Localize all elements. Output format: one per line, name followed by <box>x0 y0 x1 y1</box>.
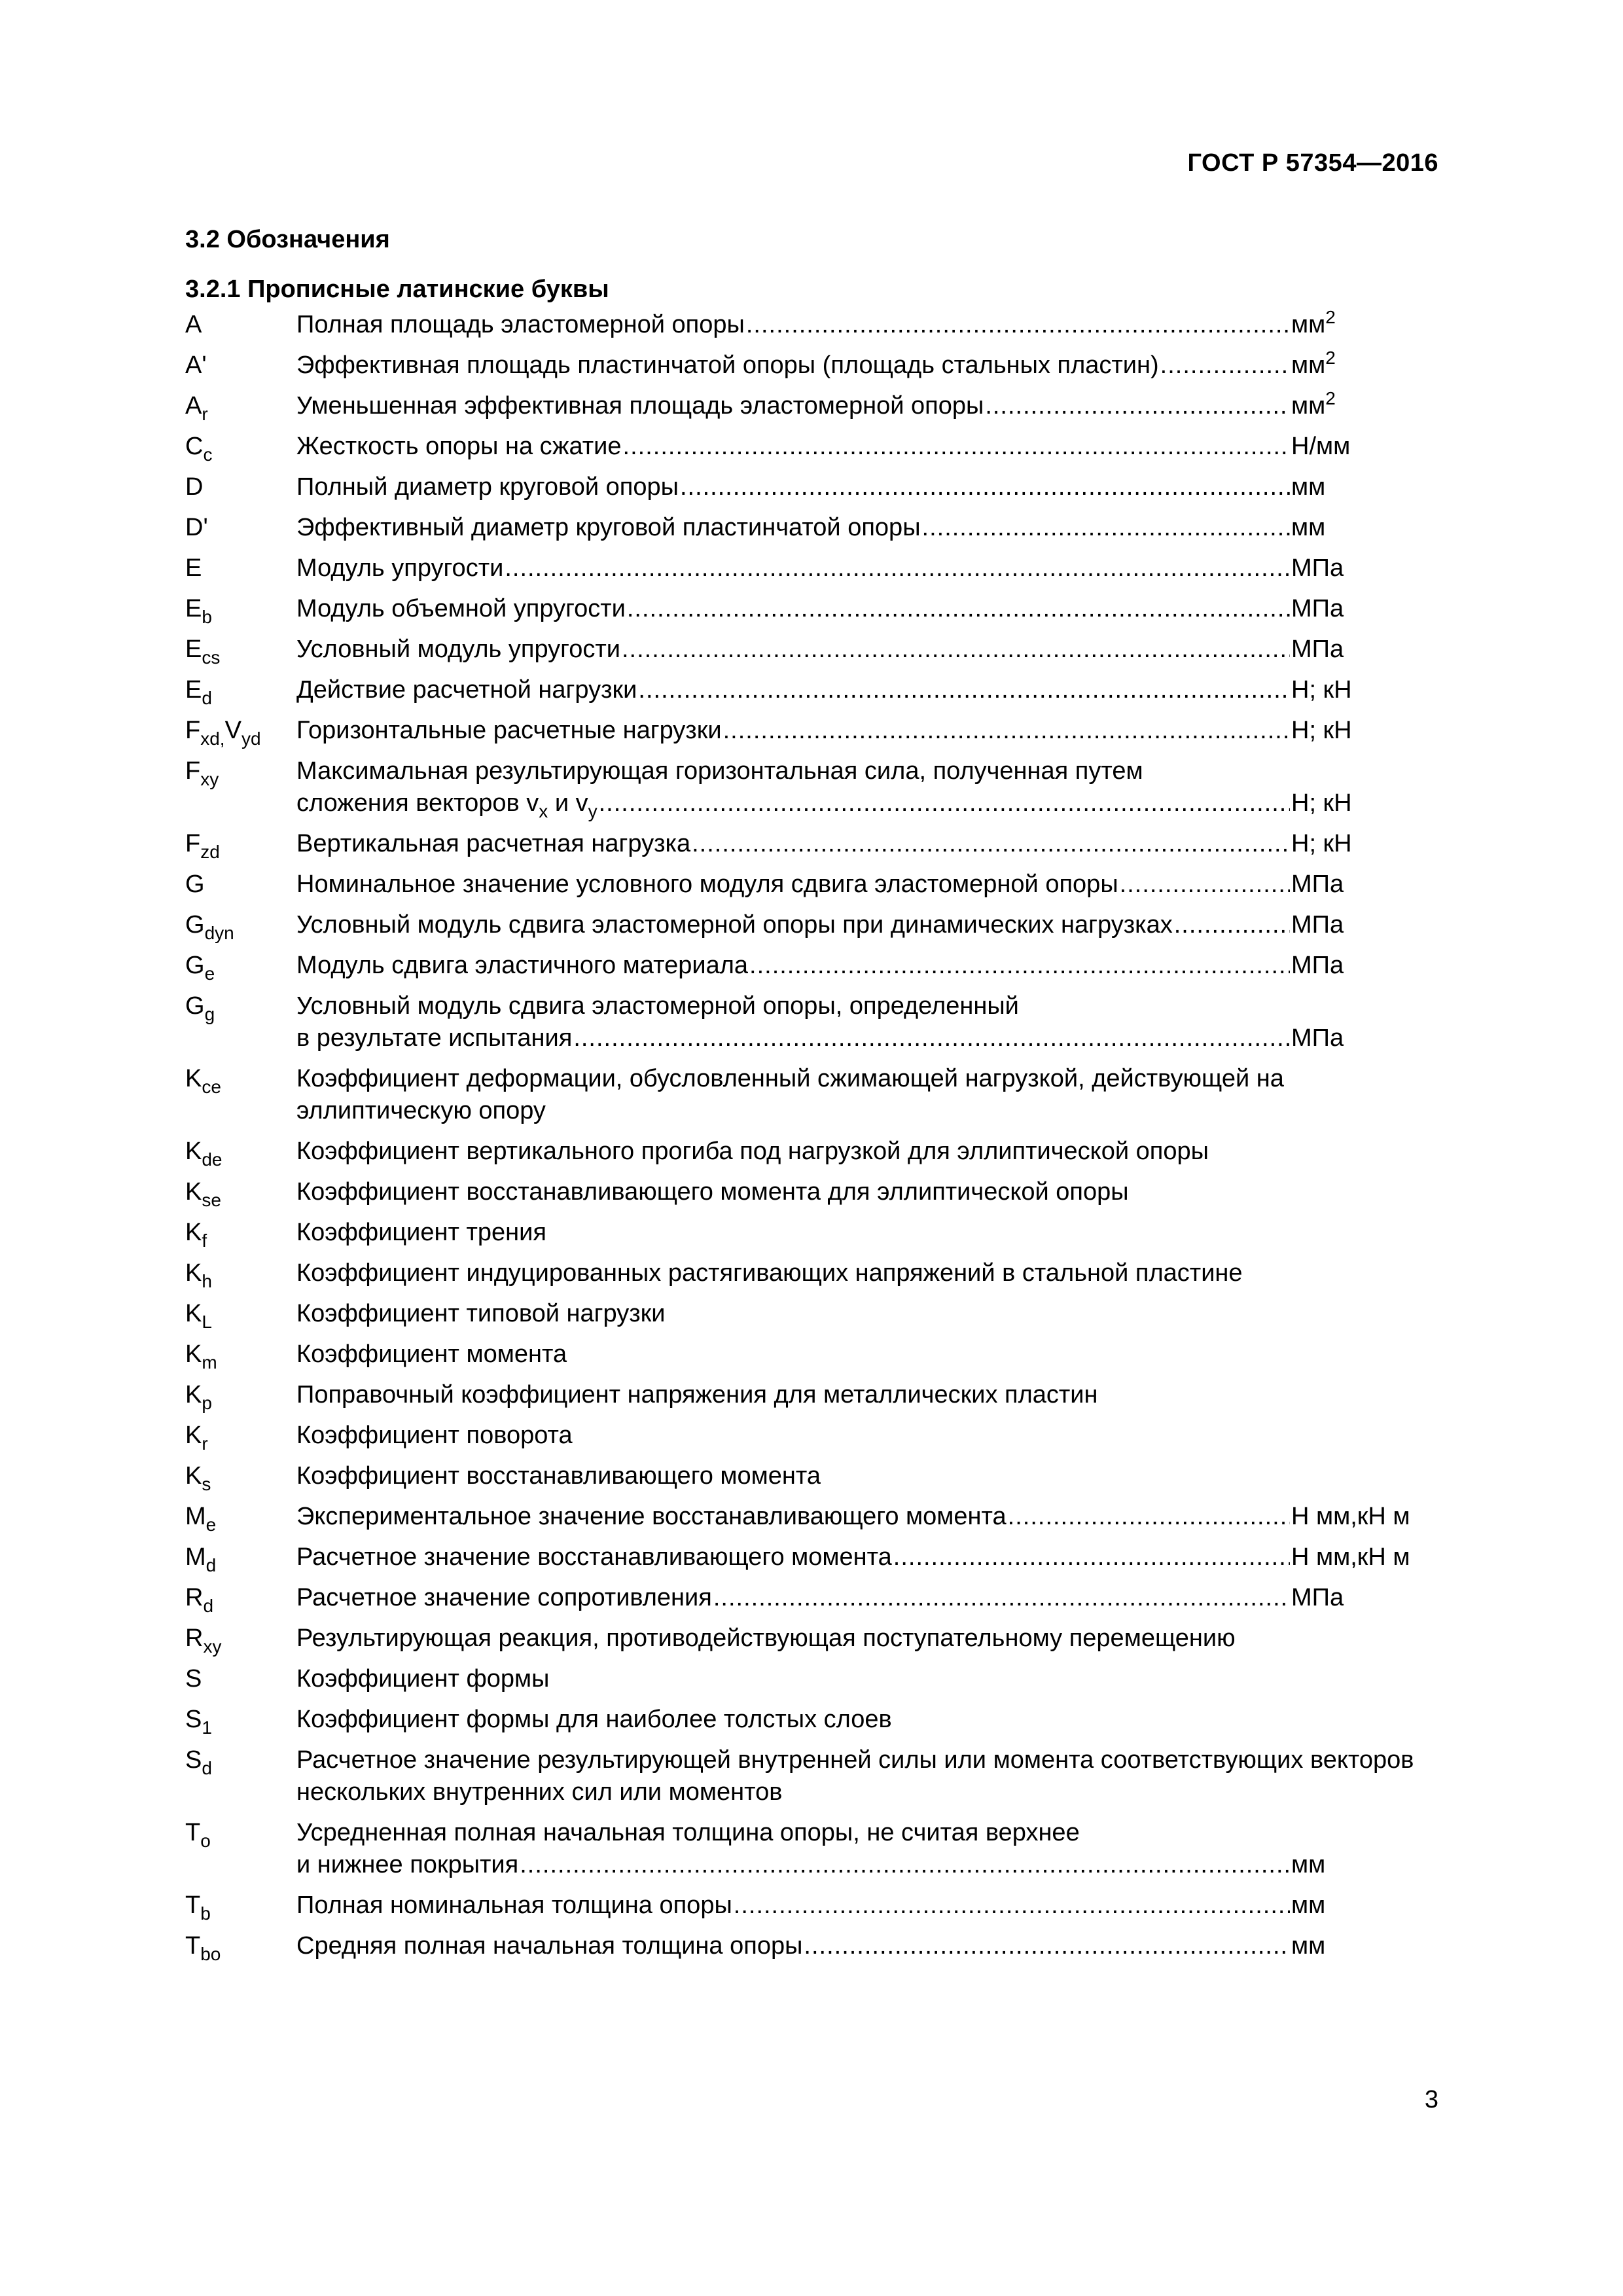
unit: $мм^2$ <box>1291 388 1336 420</box>
dot-leader <box>746 309 1290 341</box>
list-item <box>185 990 1438 1054</box>
description-text: и нижнее покрытия <box>296 1851 519 1878</box>
symbol-subscript: ce <box>202 1077 221 1097</box>
dot-leader <box>622 634 1290 666</box>
description <box>296 390 1438 422</box>
description-text: Полный диаметр круговой опоры <box>296 473 679 501</box>
list-item <box>185 512 1438 544</box>
unit: МПа <box>1291 911 1344 939</box>
description-text: Модуль сдвига эластичного материала <box>296 952 749 979</box>
dot-leader <box>623 431 1290 463</box>
unit: Н мм,кН м <box>1291 1543 1410 1571</box>
description-text: Модуль упругости <box>296 554 504 582</box>
list-item <box>185 1890 1438 1922</box>
symbol: $G_g$ <box>185 992 215 1024</box>
list-item <box>185 634 1438 666</box>
unit: МПа <box>1291 1024 1344 1052</box>
description <box>296 512 1438 544</box>
symbol: $K_r$ <box>185 1422 208 1454</box>
leader-line <box>296 950 1438 982</box>
symbol-subscript: dyn <box>204 923 234 943</box>
description-text: Условный модуль упругости <box>296 636 620 663</box>
leader-line <box>296 1541 1438 1573</box>
leader-line <box>296 552 1438 584</box>
list-item <box>185 1744 1438 1808</box>
list-item <box>185 1257 1438 1289</box>
leader-line <box>296 634 1438 666</box>
symbol: $G_e$ <box>185 952 215 984</box>
description <box>296 715 1438 747</box>
symbol-subscript: h <box>202 1271 212 1291</box>
description-text: Расчетное значение восстанавливающего момента <box>296 1543 892 1571</box>
list-item <box>185 1379 1438 1411</box>
list-item <box>185 552 1438 584</box>
unit: мм <box>1291 473 1326 501</box>
description-text: Поправочный коэффициент напряжения для металлических пластин <box>296 1381 1098 1408</box>
unit: $мм^2$ <box>1291 307 1336 338</box>
dot-leader <box>893 1541 1290 1573</box>
description-text: Горизонтальные расчетные нагрузки <box>296 717 722 744</box>
dot-leader <box>734 1890 1290 1922</box>
section-heading: 3.2 Обозначения <box>185 226 390 253</box>
list-item <box>185 828 1438 860</box>
list-item <box>185 1338 1438 1371</box>
description-text: Коэффициент типовой нагрузки <box>296 1300 666 1327</box>
description-first-line: Условный модуль сдвига эластомерной опоры, определенный <box>296 992 1019 1020</box>
description <box>296 1298 1438 1330</box>
symbol: $F_{xy}$ <box>185 757 219 789</box>
list-item <box>185 350 1438 382</box>
dot-leader <box>599 787 1290 819</box>
symbol: $T_{bo}$ <box>185 1932 221 1964</box>
list-item <box>185 674 1438 706</box>
description <box>296 1257 1438 1289</box>
symbol-subscript: r <box>202 404 208 424</box>
unit: мм <box>1291 1892 1326 1919</box>
symbol-subscript: g <box>204 1004 215 1024</box>
symbol-subscript: se <box>202 1190 221 1210</box>
symbol: $K_{se}$ <box>185 1178 221 1210</box>
description <box>296 1744 1438 1808</box>
leader-line <box>296 1501 1438 1533</box>
symbol-subscript: d <box>202 688 212 708</box>
description-text: Средняя полная начальная толщина опоры <box>296 1932 803 1960</box>
list-item <box>185 390 1438 422</box>
symbol: $G_{dyn}$ <box>185 911 234 943</box>
description <box>296 1541 1438 1573</box>
symbol-list <box>185 309 1438 1971</box>
description-text: Коэффициент формы для наиболее толстых слоев <box>296 1706 892 1733</box>
list-item <box>185 1217 1438 1249</box>
unit: Н/мм <box>1291 433 1351 460</box>
leader-line <box>296 431 1438 463</box>
leader-line <box>296 471 1438 503</box>
dot-leader <box>1008 1501 1290 1533</box>
unit: МПа <box>1291 554 1344 582</box>
description-text: Коэффициент формы <box>296 1665 550 1693</box>
unit: $мм^2$ <box>1291 348 1336 379</box>
symbol: $M_d$ <box>185 1543 217 1575</box>
symbol-subscript: de <box>202 1149 223 1170</box>
leader-line <box>296 390 1438 422</box>
symbol: $A_r$ <box>185 392 208 424</box>
dot-leader <box>713 1582 1290 1614</box>
unit: МПа <box>1291 1584 1344 1611</box>
symbol: D <box>185 473 204 501</box>
description <box>296 1704 1438 1736</box>
symbol: E <box>185 554 202 582</box>
symbol: $S_1$ <box>185 1706 212 1738</box>
symbol-subscript: d <box>203 1596 214 1616</box>
description-text: Действие расчетной нагрузки <box>296 676 637 704</box>
leader-line <box>296 1022 1438 1054</box>
symbol: $K_L$ <box>185 1300 212 1332</box>
description <box>296 350 1438 382</box>
unit: МПа <box>1291 952 1344 979</box>
leader-line <box>296 1582 1438 1614</box>
list-item <box>185 1541 1438 1573</box>
description <box>296 1582 1438 1614</box>
list-item <box>185 950 1438 982</box>
dot-leader <box>627 593 1290 625</box>
description-text: Коэффициент восстанавливающего момента для эллиптической опоры <box>296 1178 1129 1206</box>
symbol: $E_b$ <box>185 595 212 627</box>
description-text: Вертикальная расчетная нагрузка <box>296 830 691 857</box>
symbol-subscript: xd, <box>200 728 225 749</box>
description <box>296 950 1438 982</box>
unit: Н; кН <box>1291 789 1352 817</box>
list-item <box>185 309 1438 341</box>
list-item <box>185 1663 1438 1695</box>
symbol: $F_{zd}$ <box>185 830 220 862</box>
leader-line <box>296 1930 1438 1962</box>
description-text: Полная номинальная толщина опоры <box>296 1892 732 1919</box>
text-subscript: x <box>539 801 548 821</box>
unit-superscript: 2 <box>1325 348 1336 368</box>
list-item <box>185 1623 1438 1655</box>
description-text: Расчетное значение результирующей внутренней силы или момента соответствующих векторов нескольких внутренних сил или моментов <box>296 1746 1414 1806</box>
list-item <box>185 869 1438 901</box>
symbol-subscript: xy <box>203 1636 222 1657</box>
symbol-subscript: cs <box>202 647 221 668</box>
description-text: Коэффициент индуцированных растягивающих напряжений в стальной пластине <box>296 1259 1243 1287</box>
description-text: Коэффициент момента <box>296 1340 567 1368</box>
leader-line <box>296 350 1438 382</box>
description <box>296 909 1438 941</box>
unit: Н; кН <box>1291 830 1352 857</box>
description <box>296 828 1438 860</box>
description-text: Результирующая реакция, противодействующая поступательному перемещению <box>296 1624 1236 1652</box>
description <box>296 1379 1438 1411</box>
description <box>296 1890 1438 1922</box>
symbol-subscript: r <box>202 1433 208 1454</box>
description-text: сложения векторов $v_x$ и $v_y$ <box>296 789 597 821</box>
text-subscript: y <box>588 801 597 821</box>
symbol-subscript: b <box>200 1903 211 1924</box>
description-text: Коэффициент вертикального прогиба под нагрузкой для эллиптической опоры <box>296 1138 1209 1165</box>
document-code: ГОСТ Р 57354—2016 <box>1187 149 1438 177</box>
symbol: $K_p$ <box>185 1381 212 1413</box>
description <box>296 990 1438 1054</box>
description-first-line: Максимальная результирующая горизонтальная сила, полученная путем <box>296 757 1143 785</box>
unit: МПа <box>1291 870 1344 898</box>
symbol-subscript: b <box>202 607 212 627</box>
unit: Н; кН <box>1291 676 1352 704</box>
description-text: Уменьшенная эффективная площадь эластомерной опоры <box>296 392 984 420</box>
symbol-subscript: e <box>204 963 215 984</box>
list-item <box>185 1460 1438 1492</box>
description <box>296 471 1438 503</box>
symbol-subscript: c <box>203 444 213 465</box>
list-item <box>185 1817 1438 1881</box>
description-text: Условный модуль сдвига эластомерной опоры при динамических нагрузках <box>296 911 1173 939</box>
dot-leader <box>804 1930 1290 1962</box>
description-text: Номинальное значение условного модуля сдвига эластомерной опоры <box>296 870 1118 898</box>
dot-leader <box>520 1849 1290 1881</box>
description <box>296 309 1438 341</box>
leader-line <box>296 512 1438 544</box>
dot-leader <box>692 828 1290 860</box>
symbol-subscript: bo <box>200 1944 221 1964</box>
symbol: $K_{de}$ <box>185 1138 223 1170</box>
description <box>296 1338 1438 1371</box>
description-text: Расчетное значение сопротивления <box>296 1584 712 1611</box>
symbol-subscript: f <box>202 1230 207 1251</box>
leader-line <box>296 1890 1438 1922</box>
leader-line <box>296 715 1438 747</box>
symbol-subscript: 1 <box>202 1717 212 1738</box>
description <box>296 674 1438 706</box>
list-item <box>185 1501 1438 1533</box>
description-first-line: Усредненная полная начальная толщина опоры, не считая верхнее <box>296 1819 1080 1846</box>
list-item <box>185 471 1438 503</box>
description-text: в результате испытания <box>296 1024 573 1052</box>
symbol-subscript: o <box>200 1831 211 1851</box>
symbol: A' <box>185 351 207 379</box>
description <box>296 1460 1438 1492</box>
description <box>296 1217 1438 1249</box>
description-text: Коэффициент поворота <box>296 1422 573 1449</box>
unit: МПа <box>1291 595 1344 622</box>
symbol: D' <box>185 514 208 541</box>
list-item <box>185 1176 1438 1208</box>
symbol: $K_h$ <box>185 1259 212 1291</box>
description-text: Модуль объемной упругости <box>296 595 626 622</box>
leader-line <box>296 593 1438 625</box>
unit: Н мм,кН м <box>1291 1503 1410 1530</box>
description <box>296 552 1438 584</box>
symbol: $E_{cs}$ <box>185 636 221 668</box>
description-text: Экспериментальное значение восстанавливающего момента <box>296 1503 1007 1530</box>
description-text: Эффективная площадь пластинчатой опоры (площадь стальных пластин) <box>296 351 1159 379</box>
description-text: Эффективный диаметр круговой пластинчатой опоры <box>296 514 921 541</box>
leader-line <box>296 828 1438 860</box>
list-item <box>185 593 1438 625</box>
description-text: Коэффициент деформации, обусловленный сжимающей нагрузкой, действующей на эллиптическую опору <box>296 1065 1284 1124</box>
list-item <box>185 1063 1438 1127</box>
description <box>296 1623 1438 1655</box>
description-text: Коэффициент восстанавливающего момента <box>296 1462 821 1490</box>
symbol: $C_c$ <box>185 433 213 465</box>
symbol: $F_{xd,}V_{yd}$ <box>185 717 261 749</box>
symbol: A <box>185 311 202 338</box>
symbol: $M_e$ <box>185 1503 217 1535</box>
symbol-subscript: L <box>202 1312 212 1332</box>
description-text: Жесткость опоры на сжатие <box>296 433 622 460</box>
symbol: $K_s$ <box>185 1462 211 1494</box>
dot-leader <box>1160 350 1290 382</box>
symbol: G <box>185 870 205 898</box>
symbol-subscript: e <box>205 1515 217 1535</box>
description-text: Полная площадь эластомерной опоры <box>296 311 745 338</box>
symbol: $K_f$ <box>185 1219 207 1251</box>
page-number: 3 <box>1424 2086 1438 2113</box>
description <box>296 755 1438 819</box>
symbol: $S_d$ <box>185 1746 212 1778</box>
symbol: $T_b$ <box>185 1892 211 1924</box>
dot-leader <box>723 715 1290 747</box>
unit: мм <box>1291 1932 1326 1960</box>
description <box>296 1063 1438 1127</box>
list-item <box>185 1136 1438 1168</box>
unit: мм <box>1291 1851 1326 1878</box>
description <box>296 1420 1438 1452</box>
symbol-subscript: yd <box>241 728 261 749</box>
description <box>296 593 1438 625</box>
symbol-subscript: d <box>205 1555 217 1575</box>
unit: мм <box>1291 514 1326 541</box>
dot-leader <box>505 552 1290 584</box>
symbol-subscript: zd <box>200 842 220 862</box>
dot-leader <box>573 1022 1290 1054</box>
description-text: Коэффициент трения <box>296 1219 546 1246</box>
unit-superscript: 2 <box>1325 307 1336 327</box>
list-item <box>185 715 1438 747</box>
leader-line <box>296 674 1438 706</box>
dot-leader <box>985 390 1290 422</box>
unit: Н; кН <box>1291 717 1352 744</box>
list-item <box>185 755 1438 819</box>
unit: МПа <box>1291 636 1344 663</box>
list-item <box>185 909 1438 941</box>
description <box>296 634 1438 666</box>
list-item <box>185 1298 1438 1330</box>
leader-line <box>296 869 1438 901</box>
dot-leader <box>922 512 1290 544</box>
dot-leader <box>638 674 1290 706</box>
subsection-heading: 3.2.1 Прописные латинские буквы <box>185 276 609 303</box>
dot-leader <box>680 471 1290 503</box>
description <box>296 431 1438 463</box>
description <box>296 1817 1438 1881</box>
symbol: S <box>185 1665 202 1693</box>
list-item <box>185 431 1438 463</box>
description <box>296 869 1438 901</box>
symbol: $E_d$ <box>185 676 212 708</box>
symbol-subscript: d <box>202 1758 212 1778</box>
symbol-subscript: xy <box>200 769 219 789</box>
description <box>296 1501 1438 1533</box>
leader-line <box>296 909 1438 941</box>
list-item <box>185 1930 1438 1962</box>
list-item <box>185 1420 1438 1452</box>
symbol: $K_{ce}$ <box>185 1065 221 1097</box>
symbol: $R_{xy}$ <box>185 1624 222 1657</box>
leader-line <box>296 1849 1438 1881</box>
list-item <box>185 1582 1438 1614</box>
list-item <box>185 1704 1438 1736</box>
symbol: $R_d$ <box>185 1584 214 1616</box>
leader-line <box>296 787 1438 819</box>
symbol: $T_o$ <box>185 1819 211 1851</box>
unit-superscript: 2 <box>1325 388 1336 408</box>
symbol: $K_m$ <box>185 1340 217 1372</box>
dot-leader <box>1174 909 1290 941</box>
description <box>296 1136 1438 1168</box>
description <box>296 1930 1438 1962</box>
leader-line <box>296 309 1438 341</box>
symbol-subscript: p <box>202 1393 212 1413</box>
description <box>296 1663 1438 1695</box>
symbol-subscript: m <box>202 1352 217 1372</box>
dot-leader <box>1120 869 1290 901</box>
dot-leader <box>749 950 1290 982</box>
symbol-subscript: s <box>202 1474 211 1494</box>
description <box>296 1176 1438 1208</box>
